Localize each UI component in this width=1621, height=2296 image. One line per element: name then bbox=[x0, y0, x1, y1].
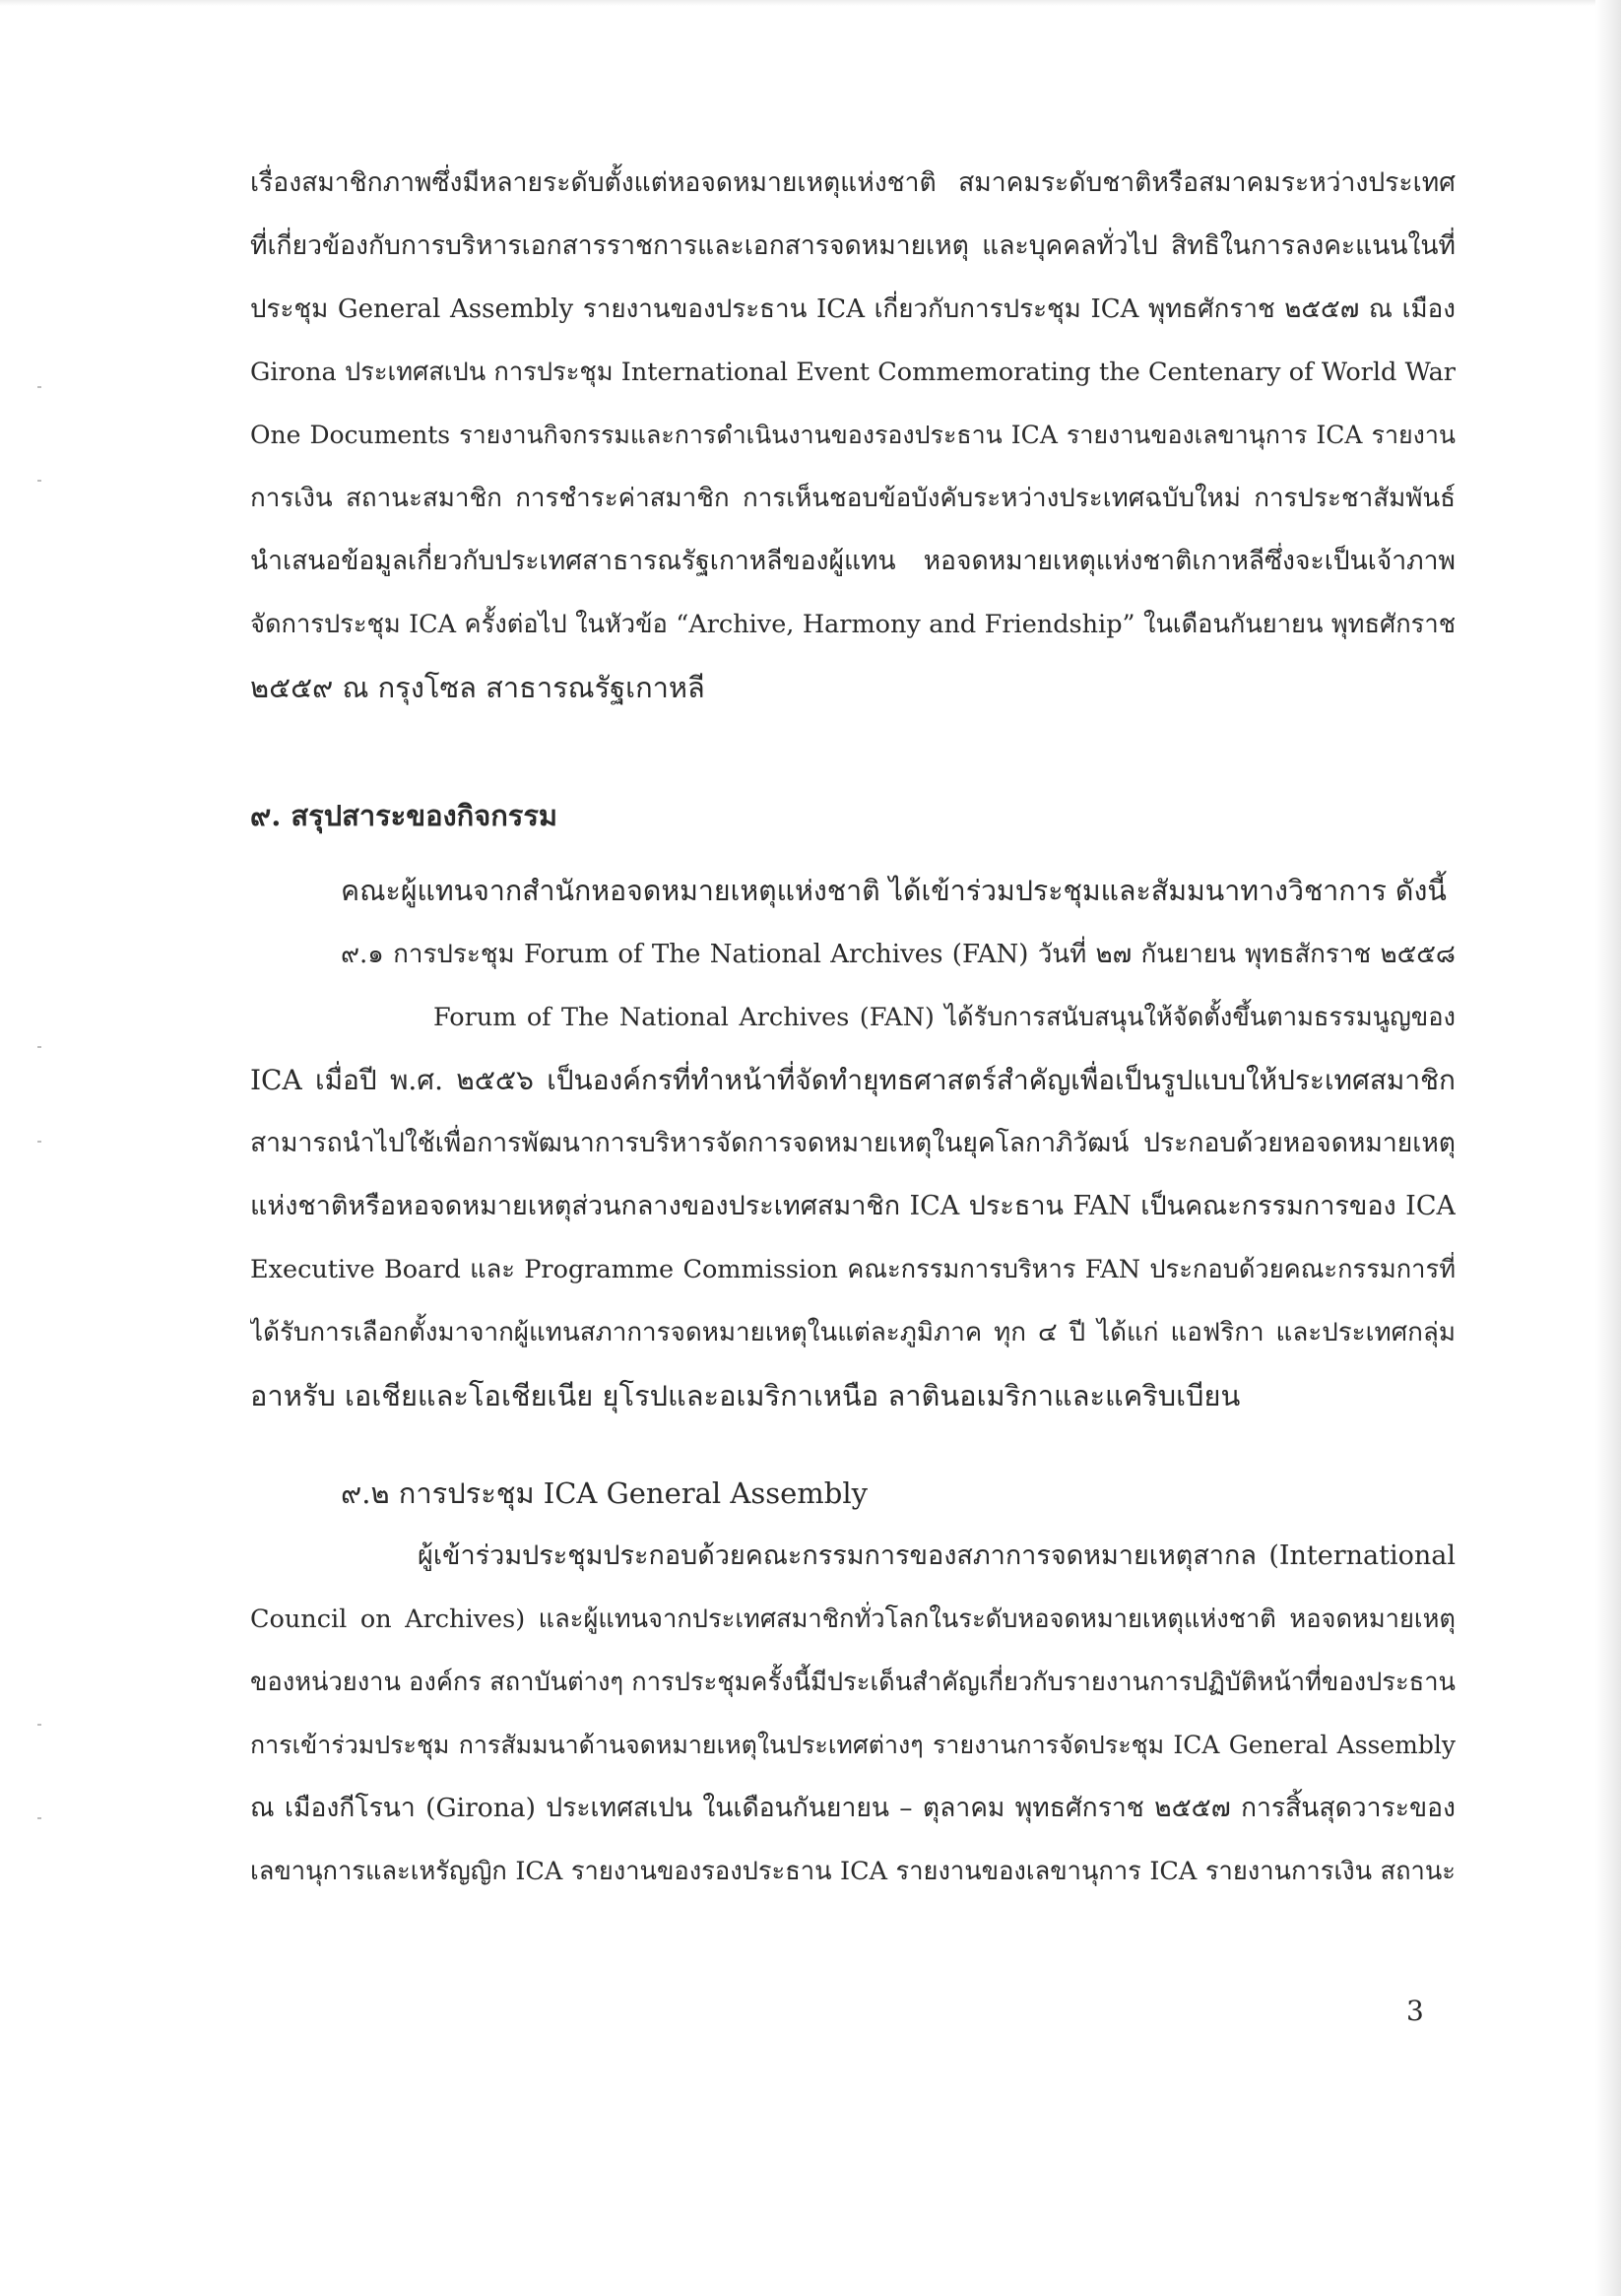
subsection-9-1-body bbox=[250, 1049, 1456, 1427]
section-intro bbox=[341, 860, 1456, 923]
subsection-9-1-title bbox=[341, 923, 1456, 986]
subsection-title-line: ๙.๑ การประชุม Forum of The National Archives (FAN) วันที่ ๒๗ กันยายน พุทธสักราช ๒๕๕๘ bbox=[341, 940, 1456, 969]
paragraph-line: การเข้าร่วมประชุม การสัมมนาด้านจดหมายเหตุในประเทศต่างๆ รายงานการจัดประชุม ICA General Assembly bbox=[250, 1731, 1456, 1759]
scan-right-edge bbox=[1595, 0, 1621, 2296]
paragraph-line: เรื่องสมาชิกภาพซึ่งมีหลายระดับตั้งแต่หอจดหมายเหตุแห่งชาติ สมาคมระดับชาติหรือสมาคมระหว่างประเทศ bbox=[250, 167, 1456, 198]
scan-top-shadow bbox=[0, 0, 1621, 6]
paragraph-line: Executive Board และ Programme Commission คณะกรรมการบริหาร FAN ประกอบด้วยคณะกรรมการที่ bbox=[250, 1255, 1456, 1284]
subsection-9-2-first-line bbox=[418, 1525, 1456, 1588]
scan-speck bbox=[37, 1817, 41, 1819]
paragraph-line: จัดการประชุม ICA ครั้งต่อไป ในหัวข้อ “Archive, Harmony and Friendship” ในเดือนกันยายน พุทธศักราช bbox=[250, 610, 1456, 639]
subsection-9-2-title bbox=[341, 1462, 1456, 1525]
paragraph-line: ๒๕๕๙ ณ กรุงโซล สาธารณรัฐเกาหลี bbox=[250, 671, 705, 704]
scan-speck bbox=[37, 480, 41, 482]
paragraph-line: Council on Archives) และผู้แทนจากประเทศสมาชิกทั่วโลกในระดับหอจดหมายเหตุแห่งชาติ หอจดหมายเหตุ bbox=[250, 1605, 1456, 1634]
scan-speck bbox=[37, 1046, 41, 1048]
paragraph-line: ณ เมืองกีโรนา (Girona) ประเทศสเปน ในเดือนกันยายน – ตุลาคม พุทธศักราช ๒๕๕๗ การสิ้นสุดวาระของ bbox=[250, 1793, 1456, 1823]
paragraph-line: ICA เมื่อปี พ.ศ. ๒๕๕๖ เป็นองค์กรที่ทำหน้าที่จัดทำยุทธศาสตร์สำคัญเพื่อเป็นรูปแบบให้ประเทศสมาชิก bbox=[250, 1064, 1456, 1096]
page-number: 3 bbox=[1406, 1995, 1424, 2027]
subsection-title-line: ๙.๒ การประชุม ICA General Assembly bbox=[341, 1476, 868, 1510]
paragraph-line: เลขานุการและเหรัญญิก ICA รายงานของรองประธาน ICA รายงานของเลขานุการ ICA รายงานการเงิน สถานะ bbox=[250, 1857, 1456, 1886]
scan-speck bbox=[37, 1141, 41, 1143]
section-heading: ๙. สรุปสาระของกิจกรรม bbox=[250, 799, 558, 832]
intro-paragraph bbox=[250, 152, 1456, 719]
scan-speck bbox=[37, 386, 41, 388]
paragraph-line: อาหรับ เอเชียและโอเชียเนีย ยุโรปและอเมริกาเหนือ ลาตินอเมริกาและแคริบเบียน bbox=[250, 1379, 1241, 1412]
subsection-9-1-first-line bbox=[433, 986, 1456, 1049]
paragraph-line: ผู้เข้าร่วมประชุมประกอบด้วยคณะกรรมการของสภาการจดหมายเหตุสากล (International bbox=[418, 1541, 1456, 1571]
paragraph-line: ได้รับการเลือกตั้งมาจากผู้แทนสภาการจดหมายเหตุในแต่ละภูมิภาค ทุก ๔ ปี ได้แก่ แอฟริกา และประเทศกลุ่ม bbox=[250, 1318, 1456, 1347]
paragraph-line: Forum of The National Archives (FAN) ได้รับการสนับสนุนให้จัดตั้งขึ้นตามธรรมนูญของ bbox=[433, 1003, 1456, 1032]
paragraph-line: นำเสนอข้อมูลเกี่ยวกับประเทศสาธารณรัฐเกาหลีของผู้แทน หอจดหมายเหตุแห่งชาติเกาหลีซึ่งจะเป็นเจ้าภาพ bbox=[250, 546, 1456, 576]
paragraph-line: สามารถนำไปใช้เพื่อการพัฒนาการบริหารจัดการจดหมายเหตุในยุคโลกาภิวัฒน์ ประกอบด้วยหอจดหมายเหตุ bbox=[250, 1128, 1456, 1158]
paragraph-line: ประชุม General Assembly รายงานของประธาน ICA เกี่ยวกับการประชุม ICA พุทธศักราช ๒๕๕๗ ณ เมือง bbox=[250, 295, 1456, 324]
section-intro-line: คณะผู้แทนจากสำนักหอจดหมายเหตุแห่งชาติ ได้เข้าร่วมประชุมและสัมมนาทางวิชาการ ดังนี้ bbox=[341, 875, 1447, 907]
paragraph-line: ที่เกี่ยวข้องกับการบริหารเอกสารราชการและเอกสารจดหมายเหตุ และบุคคลทั่วไป สิทธิในการลงคะแนนในที่ bbox=[250, 230, 1456, 261]
paragraph-line: การเงิน สถานะสมาชิก การชำระค่าสมาชิก การเห็นชอบข้อบังคับระหว่างประเทศฉบับใหม่ การประชาสัมพันธ์ bbox=[250, 484, 1456, 513]
scan-speck bbox=[37, 1724, 41, 1726]
paragraph-line: แห่งชาติหรือหอจดหมายเหตุส่วนกลางของประเทศสมาชิก ICA ประธาน FAN เป็นคณะกรรมการของ ICA bbox=[250, 1191, 1456, 1221]
paragraph-line: One Documents รายงานกิจกรรมและการดำเนินงานของรองประธาน ICA รายงานของเลขานุการ ICA รายงาน bbox=[250, 421, 1456, 449]
subsection-9-2-body bbox=[250, 1588, 1456, 1903]
paragraph-line: ของหน่วยงาน องค์กร สถาบันต่างๆ การประชุมครั้งนี้มีประเด็นสำคัญเกี่ยวกับรายงานการปฏิบัติหน้าที่ของประธาน bbox=[250, 1668, 1456, 1697]
paragraph-line: Girona ประเทศสเปน การประชุม International Event Commemorating the Centenary of World War bbox=[250, 358, 1456, 387]
